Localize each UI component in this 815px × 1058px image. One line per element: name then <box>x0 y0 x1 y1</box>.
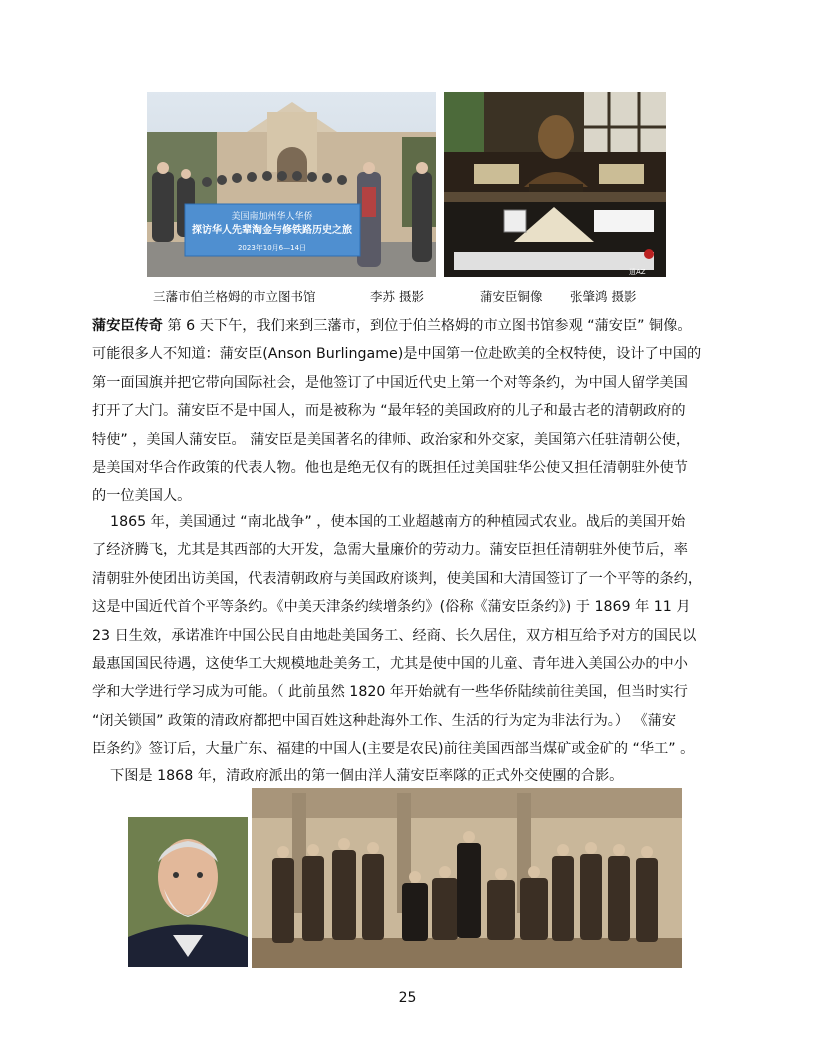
text-line: 这是中国近代首个平等条约。《中美天津条约续增条约》(俗称《蒲安臣条约》) 于 1869 年 11 月 <box>92 599 691 616</box>
banner-line1: 美国南加州华人华侨 <box>231 212 313 222</box>
burlingame-portrait-photo <box>128 817 248 967</box>
text-line: 第一面国旗并把它带向国际社会，是他签订了中国近代史上第一个对等条约，为中国人留学美国 <box>92 374 688 391</box>
text-line: 臣条约》签订后，大量广东、福建的中国人(主要是农民)前往美国西部当煤矿或金矿的 “华工” 。 <box>92 741 695 758</box>
text-line: 特使” ，美国人蒲安臣。 蒲安臣是美国著名的律师、政治家和外交家，美国第六任驻清朝公使， <box>92 431 691 448</box>
paragraph-photo-intro <box>92 762 732 790</box>
text-line: 下图是 1868 年，清政府派出的第一個由洋人蒲安臣率隊的正式外交使團的合影。 <box>92 768 624 784</box>
text-line: 学和大学进行学习成为可能。（ 此前虽然 1820 年开始就有一些华侨陆续前往美国，但当时实行 <box>92 684 688 701</box>
text-line: 的一位美国人。 <box>92 488 192 505</box>
paragraph-burlingame-intro <box>92 312 732 511</box>
paragraph-burlingame-treaty <box>92 508 732 764</box>
caption-bust-credit: 张肇鸿 摄影 <box>570 289 637 304</box>
page-number: 25 <box>398 990 417 1006</box>
text-line: “闭关锁国” 政策的清政府都把中国百姓这种赴海外工作、生活的行为定为非法行为。） 《蒲安 <box>92 712 677 729</box>
text-line: 是美国对华合作政策的代表人物。他也是绝无仅有的既担任过美国驻华公使又担任清朝驻外使节 <box>92 460 688 477</box>
text-line: 打开了大门。蒲安臣不是中国人，而是被称为 “最年轻的美国政府的儿子和最古老的清朝政府的 <box>92 403 686 420</box>
watermark-text: 逍AZ <box>629 268 646 276</box>
text-line: 23 日生效，承诺准许中国公民自由地赴美国务工、经商、长久居住，双方相互给予对方的国民以 <box>92 627 697 644</box>
banner-date: 2023年10月6—14日 <box>237 244 307 252</box>
text-line: 清朝驻外使团出访美国，代表清朝政府与美国政府谈判，使美国和大清国签订了一个平等的条约， <box>92 570 703 587</box>
text-line: 了经济腾飞，尤其是其西部的大开发，急需大量廉价的劳动力。蒲安臣担任清朝驻外使节后，率 <box>92 542 688 559</box>
caption-bust: 蒲安臣铜像 <box>480 289 543 304</box>
text-line: 可能很多人不知道：蒲安臣(Anson Burlingame)是中国第一位赴欧美的全权特使，设计了中国的 <box>92 346 702 363</box>
bust-exhibit-photo <box>444 92 666 277</box>
text-line: 蒲安臣传奇 第 6 天下午，我们来到三藩市，到位于伯兰格姆的市立图书馆参观 “蒲安臣” 铜像。 <box>92 318 692 334</box>
banner-line2: 探访华人先辈淘金与修铁路历史之旅 <box>192 225 352 236</box>
section-title: 蒲安臣传奇 <box>92 318 163 334</box>
delegation-1868-photo <box>252 788 682 968</box>
caption-library: 三藩市伯兰格姆的市立图书馆 <box>153 289 316 304</box>
text-line: 1865 年，美国通过 “南北战争” ，使本国的工业超越南方的种植园式农业。战后的美国开始 <box>92 514 686 530</box>
library-group-photo <box>147 92 436 277</box>
caption-library-credit: 李苏 摄影 <box>370 289 424 304</box>
text-line: 最惠国国民待遇，这使华工大规模地赴美务工，尤其是使中国的儿童、青年进入美国公办的中小 <box>92 656 688 673</box>
